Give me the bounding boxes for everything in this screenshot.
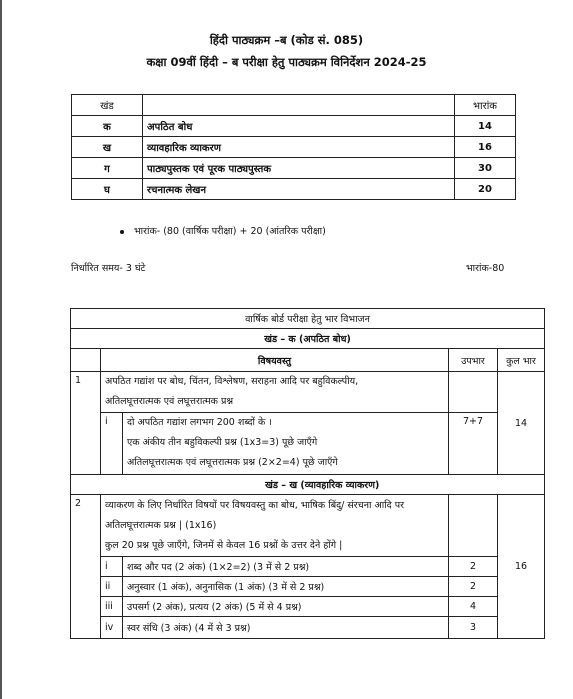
header-section: खंड — [72, 95, 143, 116]
marks-note — [120, 224, 326, 237]
sub-weight: 7+7 — [449, 413, 498, 475]
row-description — [101, 495, 449, 557]
left-edge-line — [0, 0, 2, 699]
marks-note-text: भारांक- (80 (वार्षिक परीक्षा) + 20 (आंतरिक परीक्षा) — [134, 226, 326, 237]
sub-text-line: एक अंकीय तीन बहुविकल्पी प्रश्न (1x3=3) पूछे जाएँगे — [127, 437, 318, 448]
sub-description: अनुस्वार (1 अंक), अनुनासिक (1 अंक) (3 में से 2 प्रश्न) — [123, 577, 449, 597]
section-marks: 20 — [455, 179, 516, 200]
row-text-line: अपठित गद्यांश पर बोध, चिंतन, विश्लेषण, सराहना आदि पर बहुविकल्पीय, — [105, 376, 359, 387]
table-row — [71, 495, 545, 557]
table-row — [71, 577, 545, 597]
row-number: 2 — [71, 495, 101, 639]
sub-number: ii — [101, 577, 123, 597]
section-topic: पाठ्यपुस्तक एवं पूरक पाठ्यपुस्तक — [143, 158, 455, 179]
section-letter: क — [72, 116, 143, 137]
row-total: 14 — [498, 372, 545, 475]
table-row — [71, 372, 545, 413]
section-marks: 30 — [455, 158, 516, 179]
section-topic: अपठित बोध — [143, 116, 455, 137]
col-content-header: विषयवस्तु — [101, 349, 449, 372]
section-marks: 16 — [455, 137, 516, 158]
sub-description: उपसर्ग (2 अंक), प्रत्यय (2 अंक) (5 में से 4 प्रश्न) — [123, 597, 449, 617]
header-topic — [143, 95, 455, 116]
section-b-row — [71, 475, 545, 495]
col-total-header: कुल भार — [498, 349, 545, 372]
row-total: 16 — [498, 495, 545, 639]
row-text-line: व्याकरण के लिए निर्धारित विषयों पर विषयवस्तु का बोध, भाषिक बिंदु/ संरचना आदि पर — [105, 499, 404, 511]
section-topic: रचनात्मक लेखन — [143, 179, 455, 200]
sub-weight: 4 — [449, 597, 498, 617]
row-number: 1 — [71, 372, 101, 475]
sub-weight: 3 — [449, 617, 498, 639]
header-marks: भारांक — [455, 95, 516, 116]
table-row — [72, 137, 516, 158]
section-topic: व्यावहारिक व्याकरण — [143, 137, 455, 158]
table-row — [71, 617, 545, 639]
sub-text-line: अतिलघूत्तरात्मक एवं लघूत्तरात्मक प्रश्न (2×2=4) पूछे जाएँगे — [127, 457, 338, 468]
table-row — [71, 413, 545, 475]
row-description — [101, 372, 449, 413]
section-letter: घ — [72, 179, 143, 200]
sub-weight: 2 — [449, 577, 498, 597]
page-subtitle: कक्षा 09वीं हिंदी – ब परीक्षा हेतु पाठ्यक्रम विनिर्देशन 2024-25 — [146, 55, 427, 69]
sub-description: स्वर संधि (3 अंक) (4 में से 3 प्रश्न) — [123, 617, 449, 639]
time-label: निर्धारित समय- 3 घंटे — [71, 263, 146, 274]
table-title-row — [71, 309, 545, 329]
marks-table-header — [72, 95, 516, 116]
weightage-table — [70, 308, 545, 639]
sub-weight: 2 — [449, 557, 498, 577]
row-text-line: कुल 20 प्रश्न पूछे जाएँगे, जिनमें से केवल 16 प्रश्नों के उत्तर देने होंगे | — [105, 539, 343, 551]
section-a-row — [71, 329, 545, 349]
row-text-line: अतिलघूत्तरात्मक प्रश्न | (1x16) — [105, 519, 217, 531]
table-title: वार्षिक बोर्ड परीक्षा हेतु भार विभाजन — [71, 309, 545, 329]
table-row — [71, 597, 545, 617]
marks-table — [71, 94, 516, 200]
section-b-title: खंड – ख (व्यावहारिक व्याकरण) — [101, 475, 545, 495]
table-row — [72, 179, 516, 200]
section-letter: ग — [72, 158, 143, 179]
sub-description: शब्द और पद (2 अंक) (1×2=2) (3 में से 2 प्रश्न) — [123, 557, 449, 577]
sub-number: i — [101, 413, 123, 475]
table-row — [72, 158, 516, 179]
col-weight-header: उपभार — [449, 349, 498, 372]
section-marks: 14 — [455, 116, 516, 137]
table-row — [72, 116, 516, 137]
section-letter: ख — [72, 137, 143, 158]
sub-number: iv — [101, 617, 123, 639]
bullet-icon — [120, 230, 124, 234]
sub-number: iii — [101, 597, 123, 617]
table-row — [71, 557, 545, 577]
sub-text-line: दो अपठित गद्यांश लगभग 200 शब्दों के । — [127, 417, 272, 428]
section-a-title: खंड – क (अपठित बोध) — [71, 329, 545, 349]
sub-description — [123, 413, 449, 475]
page-title: हिंदी पाठ्यक्रम –ब (कोड सं. 085) — [209, 33, 364, 47]
total-marks-label: भारांक-80 — [466, 263, 505, 274]
row-text-line: अतिलघूत्तरात्मक एवं लघूत्तरात्मक प्रश्न — [105, 396, 234, 407]
sub-number: i — [101, 557, 123, 577]
column-header-row — [71, 349, 545, 372]
